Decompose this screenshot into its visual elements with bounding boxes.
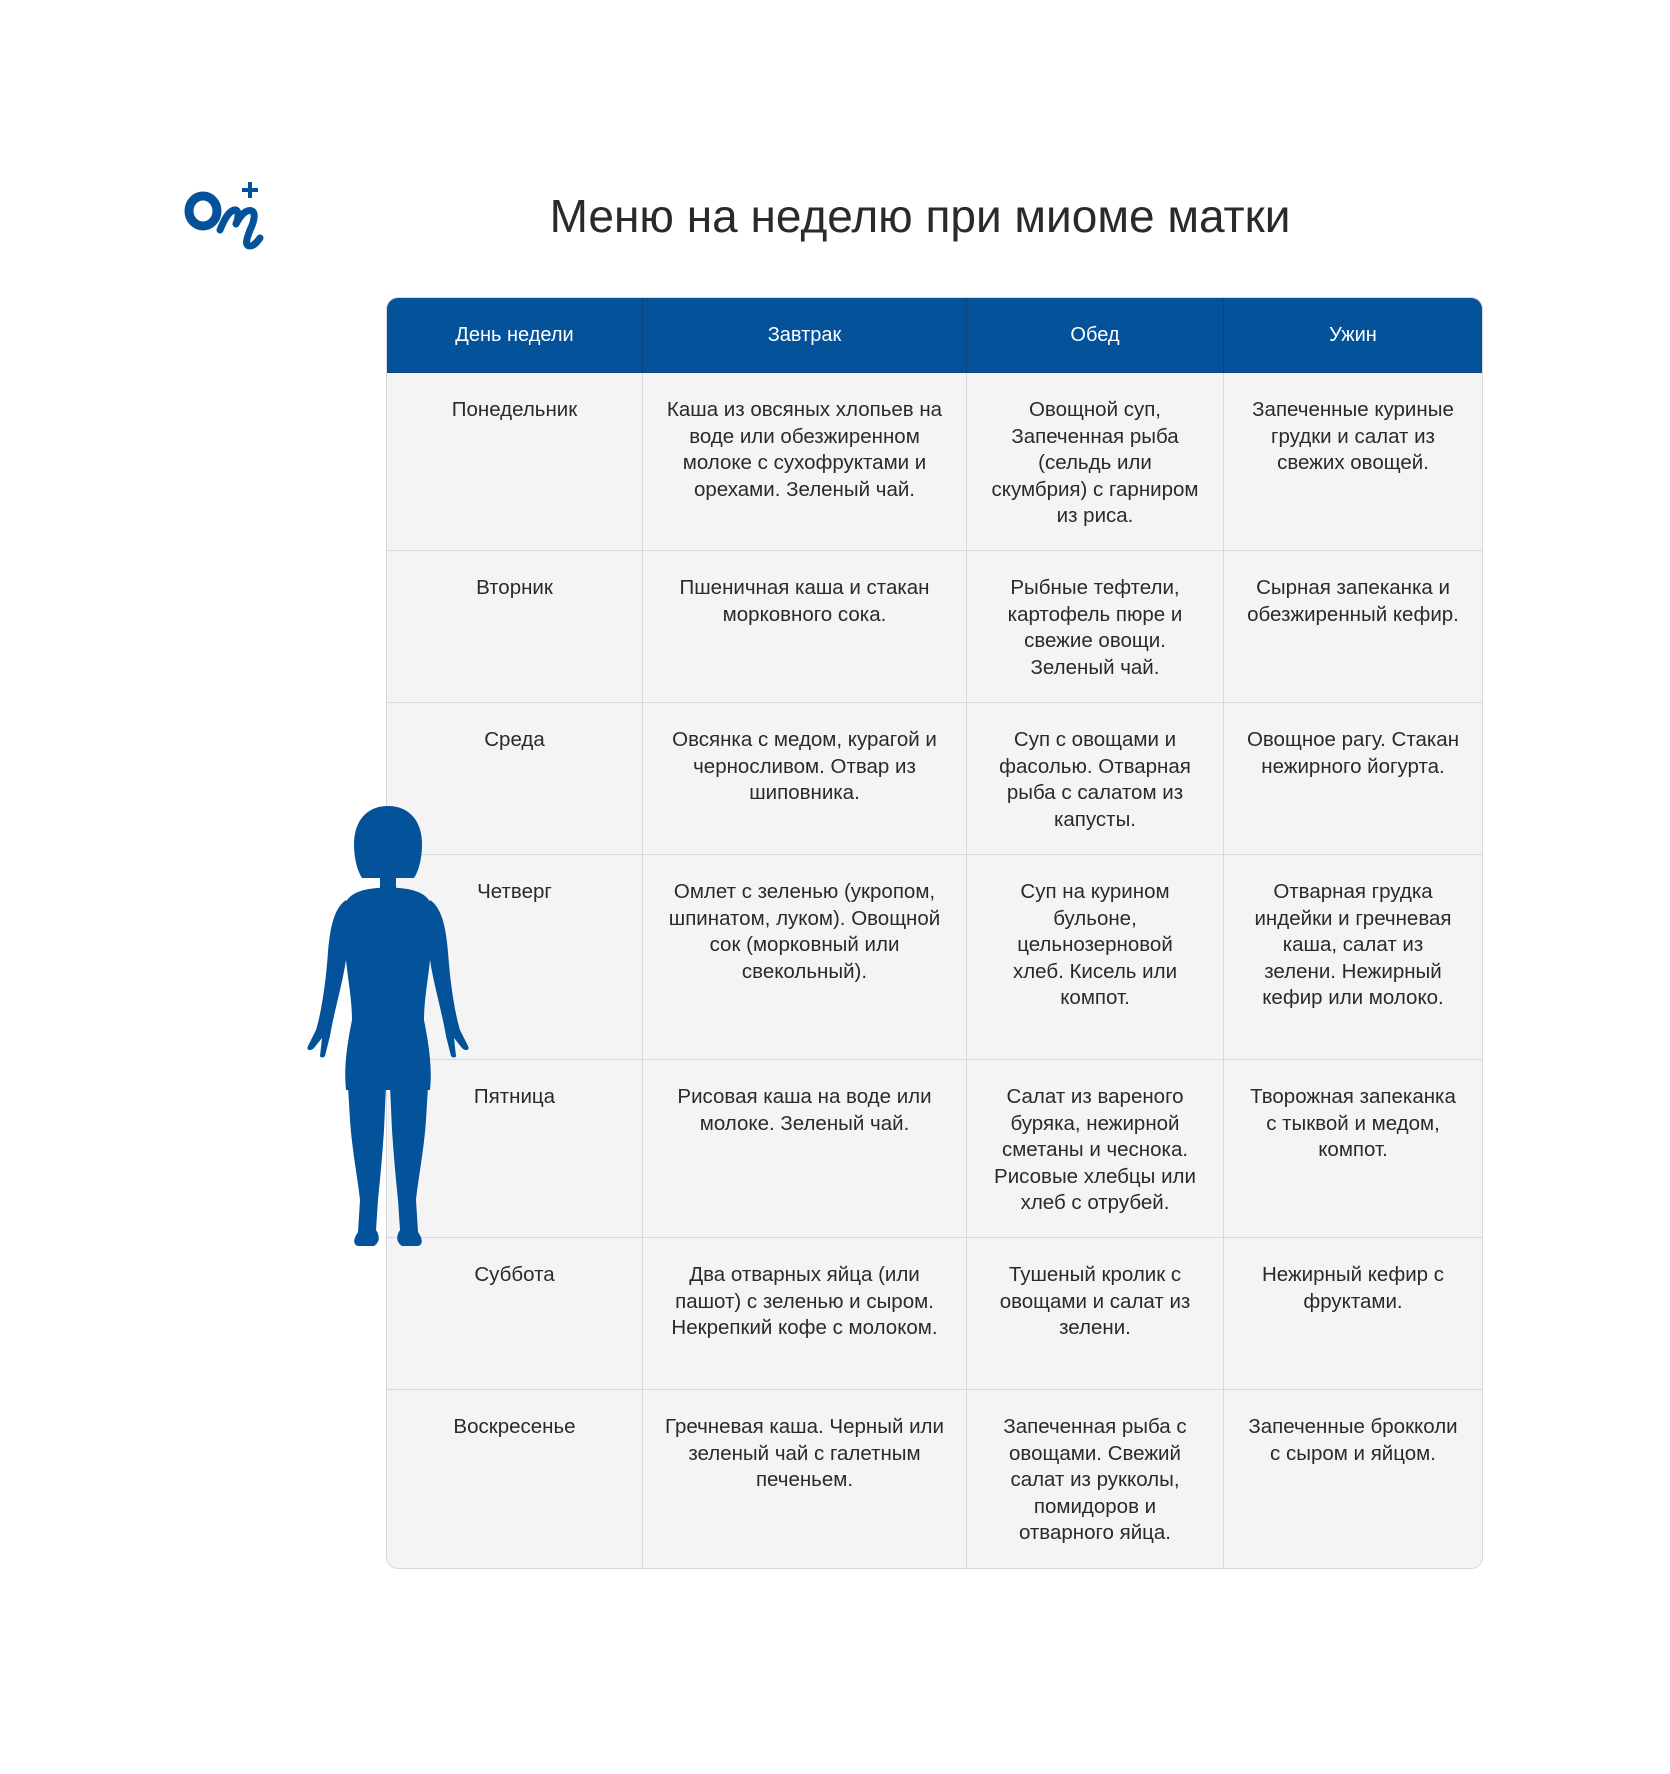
table-row [387, 1238, 1482, 1390]
header-lunch: Обед [967, 298, 1224, 373]
table-header-row [387, 298, 1482, 373]
dinner-cell: Нежирный кефир с фруктами. [1224, 1238, 1482, 1390]
lunch-cell: Овощной суп, Запеченная рыба (сельдь или скумбрия) с гарниром из риса. [967, 373, 1224, 551]
clinic-logo-icon [184, 180, 266, 256]
dinner-cell: Сырная запеканка и обезжиренный кефир. [1224, 551, 1482, 703]
dinner-cell: Овощное рагу. Стакан нежирного йогурта. [1224, 703, 1482, 855]
header-breakfast: Завтрак [643, 298, 967, 373]
breakfast-cell: Гречневая каша. Черный или зеленый чай с галетным печеньем. [643, 1390, 967, 1568]
table-row [387, 551, 1482, 703]
lunch-cell: Салат из вареного буряка, нежирной сметаны и чеснока. Рисовые хлебцы или хлеб с отрубей. [967, 1060, 1224, 1238]
breakfast-cell: Рисовая каша на воде или молоке. Зеленый чай. [643, 1060, 967, 1238]
day-cell: Воскресенье [387, 1390, 643, 1568]
table-row [387, 1060, 1482, 1238]
dinner-cell: Творожная запеканка с тыквой и медом, компот. [1224, 1060, 1482, 1238]
lunch-cell: Рыбные тефтели, картофель пюре и свежие овощи. Зеленый чай. [967, 551, 1224, 703]
day-cell: Четверг [387, 855, 643, 1060]
table-row [387, 855, 1482, 1060]
day-cell: Вторник [387, 551, 643, 703]
breakfast-cell: Два отварных яйца (или пашот) с зеленью и сыром. Некрепкий кофе с молоком. [643, 1238, 967, 1390]
header-day: День недели [387, 298, 643, 373]
day-cell: Понедельник [387, 373, 643, 551]
lunch-cell: Тушеный кролик с овощами и салат из зелени. [967, 1238, 1224, 1390]
female-silhouette-icon [300, 800, 476, 1252]
breakfast-cell: Омлет с зеленью (укропом, шпинатом, луком). Овощной сок (морковный или свекольный). [643, 855, 967, 1060]
day-cell: Среда [387, 703, 643, 855]
header-dinner: Ужин [1224, 298, 1482, 373]
table-row [387, 373, 1482, 551]
table-row [387, 703, 1482, 855]
lunch-cell: Суп с овощами и фасолью. Отварная рыба с салатом из капусты. [967, 703, 1224, 855]
page-title: Меню на неделю при миоме матки [549, 190, 1291, 242]
lunch-cell: Суп на курином бульоне, цельнозерновой хлеб. Кисель или компот. [967, 855, 1224, 1060]
breakfast-cell: Пшеничная каша и стакан морковного сока. [643, 551, 967, 703]
day-cell: Суббота [387, 1238, 643, 1390]
menu-table [386, 297, 1483, 1569]
dinner-cell: Запеченные брокколи с сыром и яйцом. [1224, 1390, 1482, 1568]
dinner-cell: Отварная грудка индейки и гречневая каша, салат из зелени. Нежирный кефир или молоко. [1224, 855, 1482, 1060]
lunch-cell: Запеченная рыба с овощами. Свежий салат из рукколы, помидоров и отварного яйца. [967, 1390, 1224, 1568]
day-cell: Пятница [387, 1060, 643, 1238]
breakfast-cell: Овсянка с медом, курагой и черносливом. Отвар из шиповника. [643, 703, 967, 855]
table-row [387, 1390, 1482, 1568]
dinner-cell: Запеченные куриные грудки и салат из свежих овощей. [1224, 373, 1482, 551]
breakfast-cell: Каша из овсяных хлопьев на воде или обезжиренном молоке с сухофруктами и орехами. Зеленый чай. [643, 373, 967, 551]
